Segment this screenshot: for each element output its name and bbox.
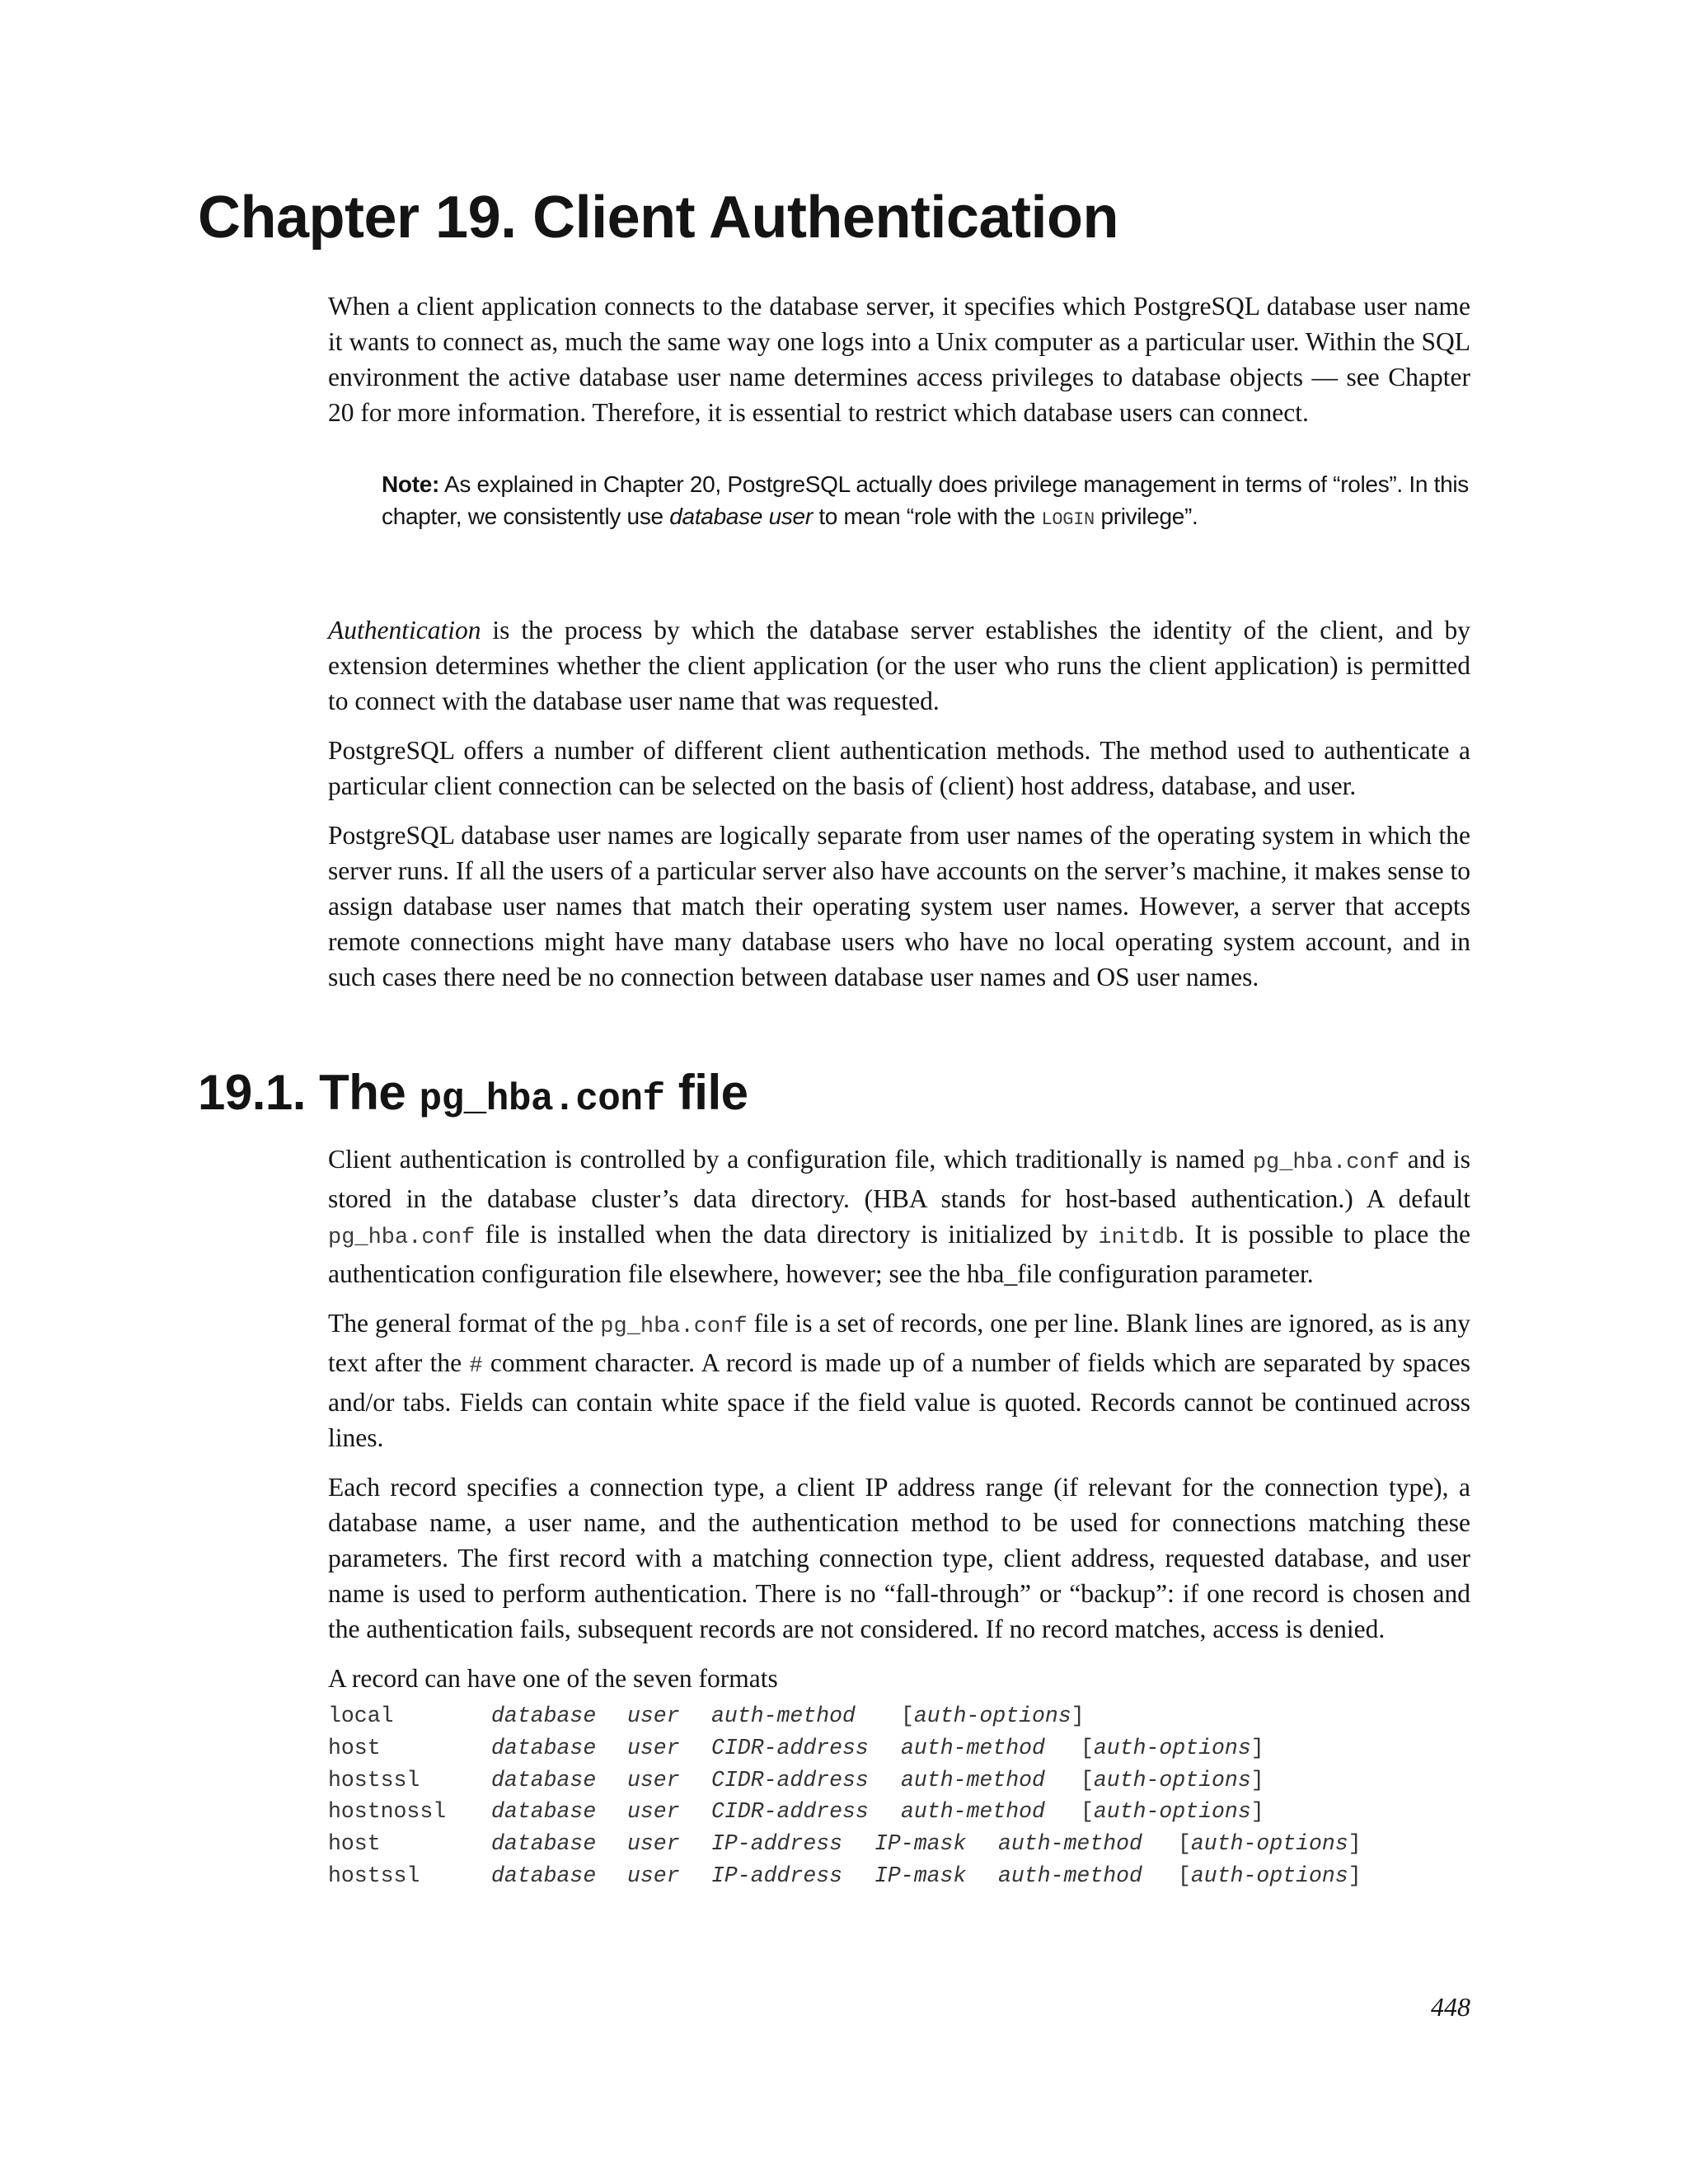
record-field-f5: IP-mask xyxy=(874,1831,967,1857)
note-emphasis: database user xyxy=(669,504,813,529)
record-field-db: database xyxy=(491,1704,597,1728)
record-field-db: database xyxy=(491,1767,597,1793)
record-field-db: database xyxy=(491,1863,597,1888)
record-field-db: database xyxy=(491,1735,597,1760)
hba-p2-code-1: pg_hba.conf xyxy=(600,1315,748,1339)
section-title-code: pg_hba.conf xyxy=(419,1078,665,1121)
hba-p1-text-a: Client authentication is controlled by a configuration file, which traditionally is named xyxy=(328,1145,1253,1174)
record-field-f5: auth-method xyxy=(901,1767,1045,1793)
note-text-b: to mean “role with the xyxy=(812,504,1042,529)
section-title-suffix: file xyxy=(664,1065,748,1120)
record-field-db: database xyxy=(491,1831,597,1857)
record-format-row xyxy=(328,1765,1362,1797)
record-field-user: user xyxy=(627,1831,680,1857)
record-field-f6: [auth-options] xyxy=(1081,1767,1264,1793)
note-text-a: As explained in Chapter 20, PostgreSQL actually does privilege management in terms of “roles”. In this chapter, we consistently use xyxy=(382,471,1469,529)
hba-p1-text-c: file is installed when the data directory is initialized by xyxy=(475,1220,1099,1249)
record-field-f6: [auth-options] xyxy=(1081,1735,1264,1760)
intro-paragraph: When a client application connects to the database server, it specifies which PostgreSQL database user name it wants to connect as, much the same way one logs into a Unix computer as a particular user. Within the SQL environment the active database user name determines access privileges to database objects — see Chapter 20 for more information. Therefore, it is essential to restrict which database users can connect. xyxy=(328,292,1470,427)
hba-paragraph-3: Each record specifies a connection type, a client IP address range (if relevant for the connection type), a database name, a user name, and the authentication method to be used for connections matching these parameters. The first record with a matching connection type, client address, requested database, and user name is used to perform authentication. There is no “fall-through” or “backup”: if one record is chosen and the authentication fails, subsequent records are not considered. If no record matches, access is denied. xyxy=(328,1473,1470,1643)
auth-term: Authentication xyxy=(328,616,481,644)
auth-paragraph-2: PostgreSQL offers a number of different client authentication methods. The method used to authenticate a particular client connection can be selected on the basis of (client) host address, database, and user. xyxy=(328,736,1470,800)
record-formats-listing xyxy=(328,1700,1362,1892)
note-code-login: LOGIN xyxy=(1041,509,1095,530)
hba-p1-code-1: pg_hba.conf xyxy=(1252,1151,1400,1175)
record-format-row xyxy=(328,1732,1362,1765)
record-field-f7: [auth-options] xyxy=(1178,1831,1362,1857)
hba-p2-code-2: # xyxy=(469,1354,483,1379)
hba-paragraph-1 xyxy=(328,1141,1470,1291)
hba-p1-text-d: . It is possible to place the authentication configuration file elsewhere, however; see the hba_file configuration parameter. xyxy=(328,1220,1470,1288)
authentication-section xyxy=(328,612,1470,1009)
record-field-type: hostssl xyxy=(328,1767,420,1793)
auth-paragraph-1-text: is the process by which the database server establishes the identity of the client, and by extension determines whether the client application (or the user who runs the client application) is permitted to connect with the database user name that was requested. xyxy=(328,616,1470,715)
auth-paragraph-3: PostgreSQL database user names are logically separate from user names of the operating system in which the server runs. If all the users of a particular server also have accounts on the server’s machine, it makes sense to assign database user names that match their operating system user names. However, a server that accepts remote connections might have many database users who have no local operating system account, and in such cases there need be no connection between database user names and OS user names. xyxy=(328,821,1470,991)
record-field-f5: auth-method xyxy=(901,1735,1045,1760)
note-box xyxy=(382,468,1486,536)
record-field-f6: auth-method xyxy=(998,1831,1142,1857)
record-field-f5: auth-method xyxy=(901,1799,1045,1825)
record-field-f4: auth-method xyxy=(711,1704,856,1728)
auth-paragraph-1 xyxy=(328,612,1470,719)
record-field-f4: IP-address xyxy=(711,1863,843,1888)
hba-p1-code-3: initdb xyxy=(1098,1226,1179,1250)
record-field-f4: IP-address xyxy=(711,1831,843,1857)
record-field-type: local xyxy=(328,1704,394,1728)
record-format-row xyxy=(328,1700,1362,1732)
record-field-f4: CIDR-address xyxy=(711,1767,869,1793)
record-format-row xyxy=(328,1860,1362,1892)
note-text-c: privilege”. xyxy=(1094,504,1198,529)
hba-p2-text-c: comment character. A record is made up of a number of fields which are separated by spaces and/or tabs. Fields can contain white space if the field value is quoted. Records cannot be continued across lines. xyxy=(328,1348,1470,1452)
record-field-user: user xyxy=(627,1799,680,1825)
record-field-user: user xyxy=(627,1767,680,1793)
record-field-type: host xyxy=(328,1735,381,1760)
hba-p2-text-b: file is a set of records, one per line. Blank lines are ignored, as is any text after the xyxy=(328,1309,1470,1377)
section-title xyxy=(198,1063,748,1129)
record-format-row xyxy=(328,1796,1362,1828)
record-field-f6: auth-method xyxy=(998,1863,1142,1888)
record-field-user: user xyxy=(627,1704,680,1728)
note-label: Note: xyxy=(382,471,440,497)
page-number: 448 xyxy=(1431,1992,1470,2022)
record-field-f7: [auth-options] xyxy=(1178,1863,1362,1888)
record-field-f4: CIDR-address xyxy=(711,1799,869,1825)
record-field-type: hostssl xyxy=(328,1863,420,1888)
hba-p1-text-b: and is stored in the database cluster’s data directory. (HBA stands for host-based authentication.) A default xyxy=(328,1145,1470,1213)
hba-section xyxy=(328,1141,1470,1710)
record-field-type: host xyxy=(328,1831,381,1857)
hba-paragraph-4: A record can have one of the seven formats xyxy=(328,1664,778,1693)
record-format-row xyxy=(328,1828,1362,1860)
record-field-type: hostnossl xyxy=(328,1799,447,1825)
record-field-f4: CIDR-address xyxy=(711,1735,869,1760)
hba-paragraph-2 xyxy=(328,1305,1470,1455)
record-field-user: user xyxy=(627,1863,680,1888)
hba-p1-code-2: pg_hba.conf xyxy=(328,1226,476,1250)
section-title-prefix: 19.1. The xyxy=(198,1065,420,1120)
record-field-f5: IP-mask xyxy=(874,1863,967,1888)
record-field-f5: [auth-options] xyxy=(901,1704,1085,1728)
hba-p2-text-a: The general format of the xyxy=(328,1309,601,1338)
record-field-f6: [auth-options] xyxy=(1081,1799,1264,1825)
record-field-db: database xyxy=(491,1799,597,1825)
record-field-user: user xyxy=(627,1735,680,1760)
chapter-title: Chapter 19. Client Authentication xyxy=(198,185,1118,251)
intro-section xyxy=(328,288,1470,444)
